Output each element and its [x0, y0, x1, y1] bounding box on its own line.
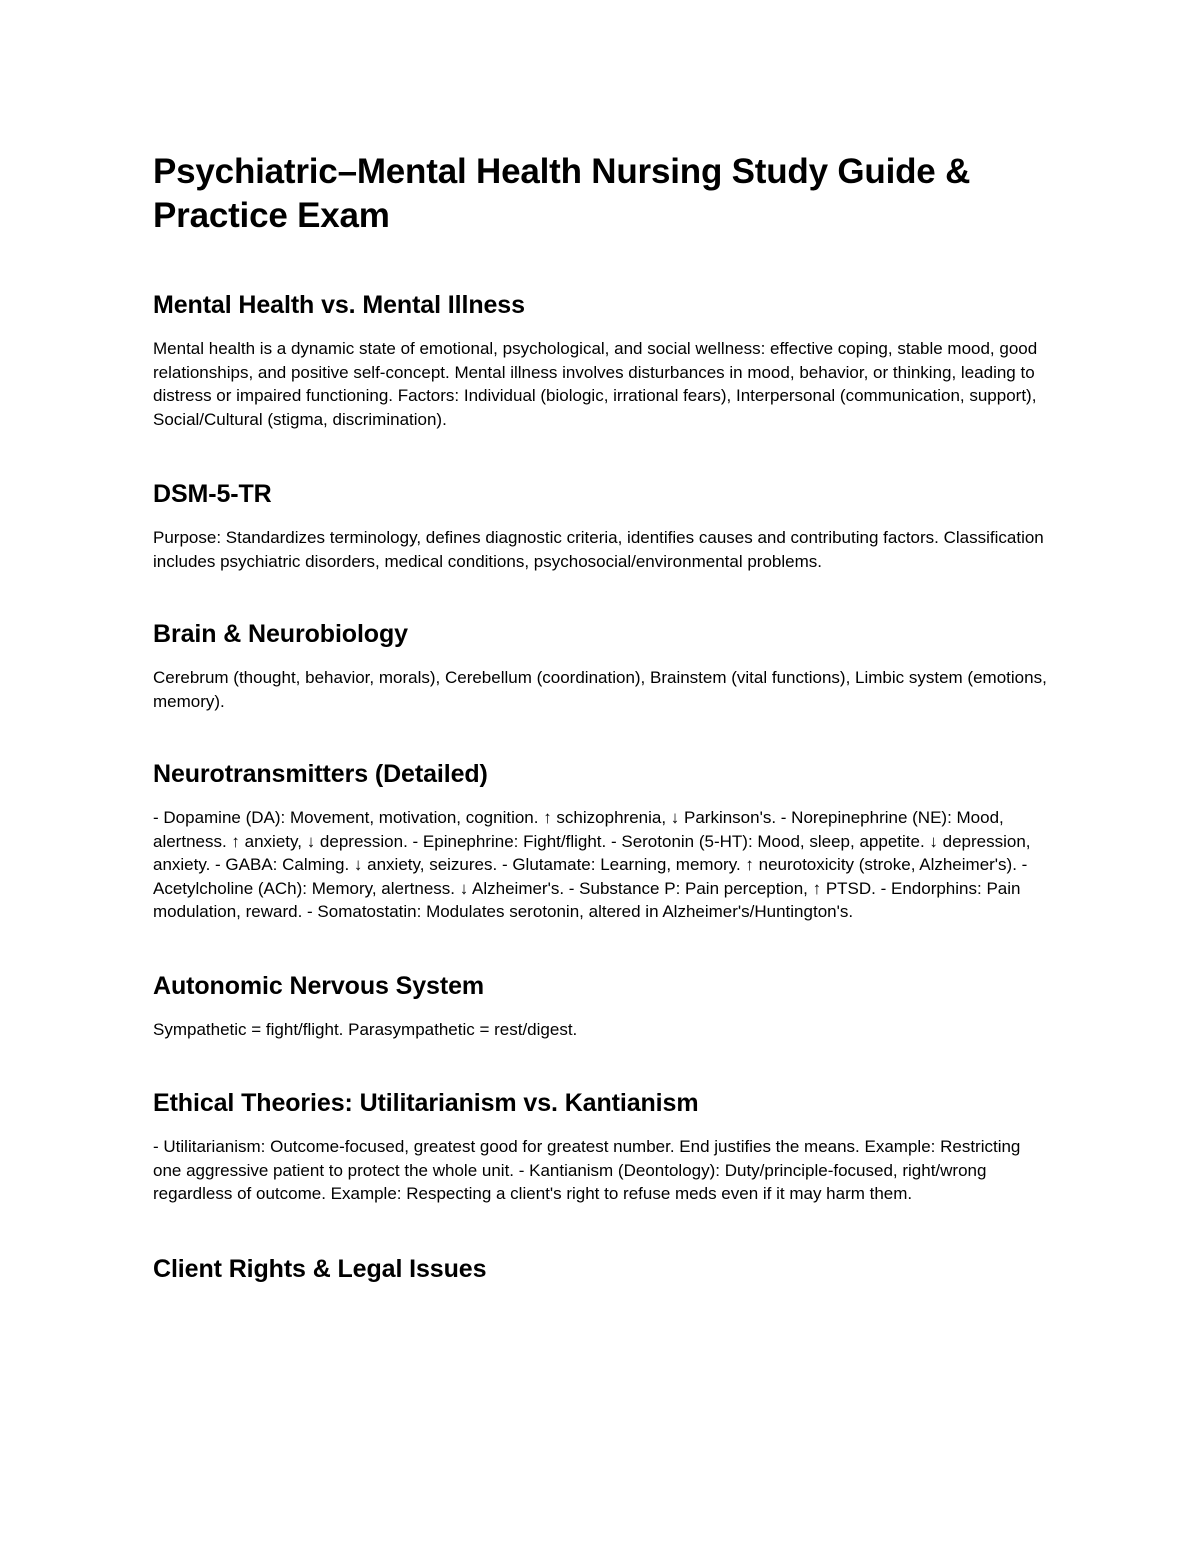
section-heading: Brain & Neurobiology [153, 620, 408, 648]
document-title: Psychiatric–Mental Health Nursing Study Guide & Practice Exam [153, 152, 971, 235]
section-heading: Neurotransmitters (Detailed) [153, 760, 488, 788]
section-body: Purpose: Standardizes terminology, defines diagnostic criteria, identifies causes and contributing factors. Classification includes psychiatric disorders, medical conditions, psychosocial/environmental problems. [153, 528, 1044, 571]
section-body: - Dopamine (DA): Movement, motivation, cognition. ↑ schizophrenia, ↓ Parkinson's. - Norepinephrine (NE): Mood, alertness. ↑ anxiety, ↓ depression. - Epinephrine: Fight/flight. - Serotonin (5-HT): Mood, sleep, appetite. ↓ depression, anxiety. - GABA: Calming. ↓ anxiety, seizures. - Glutamate: Learning, memory. ↑ neurotoxicity (stroke, Alzheimer's). - Acetylcholine (ACh): Memory, alertness. ↓ Alzheimer's. - Substance P: Pain perception, ↑ PTSD. - Endorphins: Pain modulation, reward. - Somatostatin: Modulates serotonin, altered in Alzheimer's/Huntington's. [153, 808, 1031, 921]
section-autonomic [153, 970, 1053, 1042]
section-dsm [153, 478, 1053, 573]
document-page [153, 150, 1053, 1285]
section-body: Mental health is a dynamic state of emotional, psychological, and social wellness: effective coping, stable mood, good relationships, and positive self-concept. Mental illness involves disturbances in mood, behavior, or thinking, leading to distress or impaired functioning. Factors: Individual (biologic, irrational fears), Interpersonal (communication, support), Social/Cultural (stigma, discrimination). [153, 339, 1038, 429]
section-brain [153, 618, 1053, 713]
section-heading: Client Rights & Legal Issues [153, 1254, 487, 1283]
section-body: Cerebrum (thought, behavior, morals), Cerebellum (coordination), Brainstem (vital functions), Limbic system (emotions, memory). [153, 668, 1047, 711]
section-mental-health [153, 289, 1053, 431]
section-ethics [153, 1087, 1053, 1206]
section-heading: Autonomic Nervous System [153, 971, 485, 1000]
section-heading: Ethical Theories: Utilitarianism vs. Kantianism [153, 1089, 699, 1117]
section-heading: Mental Health vs. Mental Illness [153, 291, 525, 319]
section-heading: DSM-5-TR [153, 480, 272, 508]
section-body: - Utilitarianism: Outcome-focused, greatest good for greatest number. End justifies the means. Example: Restricting one aggressive patient to protect the whole unit. - Kantianism (Deontology): Duty/principle-focused, right/wrong regardless of outcome. Example: Respecting a client's right to refuse meds even if it may harm them. [153, 1137, 1021, 1203]
section-body: Sympathetic = fight/flight. Parasympathetic = rest/digest. [153, 1019, 578, 1039]
section-client-rights [153, 1253, 1053, 1285]
section-neurotransmitters [153, 758, 1053, 924]
